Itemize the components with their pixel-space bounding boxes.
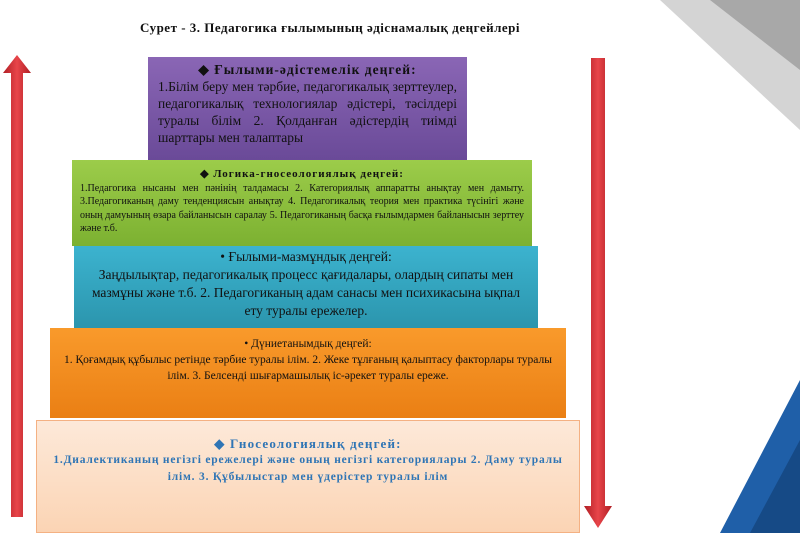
level-heading: Гносеологиялық деңгей: (229, 436, 402, 451)
level-worldview (50, 328, 566, 418)
level-heading: Дүниетанымдық деңгей: (251, 338, 372, 350)
level-heading: Ғылыми-әдістемелік деңгей: (214, 62, 417, 77)
level-body: 1. Қоғамдық құбылыс ретінде тәрбие туралы ілім. 2. Жеке тұлғаның қалыптасу факторлары туралы ілім. 3. Белсенді шығармашылық іс-әрекет туралы ереже. (64, 354, 552, 382)
level-body: 1.Диалектиканың негізгі ережелері және оның негізгі категориялары 2. Даму туралы ілім. 3. Құбылыстар мен үдерістер туралы ілім (53, 454, 563, 483)
level-heading: Логика-гносеологиялық деңгей: (213, 168, 404, 180)
diamond-bullet-icon: ◆ (214, 436, 226, 451)
up-arrow-icon (2, 55, 32, 517)
diamond-bullet-icon: ◆ (200, 168, 210, 180)
down-arrow-icon (583, 58, 613, 528)
level-heading: Ғылыми-мазмұндық деңгей: (228, 249, 392, 264)
level-body: Заңдылықтар, педагогикалық процесс қағидалары, олардың сипаты мен мазмұны және т.б. 2. Педагогиканың адам санасы мен психикасына ықпал ету туралы ережелер. (91, 267, 521, 318)
bullet-icon: • (244, 338, 249, 350)
level-scientific-content (74, 246, 538, 328)
level-body: 1.Педагогика нысаны мен пәнінің талдамасы 2. Категориялық аппаратты анықтау мен дамыту. 3.Педагогиканың даму тенденциясын анықтау 4. Педагогикалық теория мен практика түсінігі және оның дамуының өзара байланысын саралау 5. Педагогиканың басқа ғылымдармен байланысын зерттеу және т.б. (80, 182, 524, 234)
decor-corner (600, 0, 800, 533)
figure-title: Сурет - 3. Педагогика ғылымының әдіснамалық деңгейлері (140, 20, 520, 35)
level-scientific-methodological (148, 57, 467, 160)
level-gnoseological (36, 420, 580, 533)
level-body: 1.Білім беру мен тәрбие, педагогикалық зерттеулер, педагогикалық технологиялар әдістері, тәсілдері туралы білім 2. Қолданған әдістердің тиімді шарттары мен талаптары (158, 79, 457, 145)
bullet-icon: • (220, 249, 225, 264)
level-logic-gnoseological (72, 160, 532, 246)
diamond-bullet-icon: ◆ (198, 62, 210, 77)
